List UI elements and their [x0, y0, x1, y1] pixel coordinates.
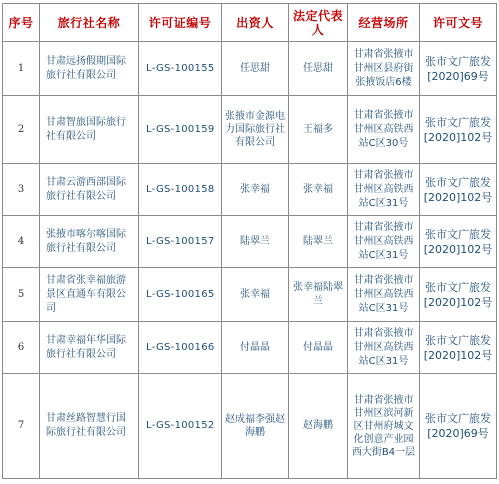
row-license-no: L-GS-100155 [139, 42, 222, 96]
row-address: 甘肃省张掖市甘州区高铁西站C区31号 [348, 322, 420, 374]
row-investor: 张幸福 [222, 268, 289, 322]
row-investor: 赵成福李强赵海鹏 [222, 374, 289, 479]
row-legal-rep: 王福多 [289, 96, 348, 164]
row-agency-name: 甘肃智旅国际旅行社有限公司 [40, 96, 139, 164]
row-license-no: L-GS-100166 [139, 322, 222, 374]
row-agency-name: 张掖市喀尔喀国际旅行社有限公司 [40, 216, 139, 268]
header-doc-no: 许可文号 [420, 4, 497, 42]
row-investor: 付晶晶 [222, 322, 289, 374]
row-seq: 5 [3, 268, 40, 322]
row-address: 甘肃省张掖市甘州区高铁西站C区31号 [348, 216, 420, 268]
row-investor: 张幸福 [222, 164, 289, 216]
row-seq: 6 [3, 322, 40, 374]
header-row [3, 4, 497, 42]
row-legal-rep: 张幸福陆翠兰 [289, 268, 348, 322]
row-agency-name: 甘肃幸福年华国际旅行社有限公司 [40, 322, 139, 374]
row-doc-no: 张市文广旅发[2020]102号 [420, 164, 497, 216]
row-address: 甘肃省张掖市甘州区高铁西站C区30号 [348, 96, 420, 164]
row-doc-no: 张市文广旅发[2020]102号 [420, 268, 497, 322]
row-license-no: L-GS-100165 [139, 268, 222, 322]
table-row [3, 42, 497, 96]
header-name: 旅行社名称 [40, 4, 139, 42]
row-seq: 3 [3, 164, 40, 216]
row-doc-no: 张市文广旅发[2020]102号 [420, 322, 497, 374]
table-row [3, 164, 497, 216]
row-license-no: L-GS-100152 [139, 374, 222, 479]
row-address: 甘肃省张掖市甘州区高铁西站C区31号 [348, 268, 420, 322]
row-doc-no: 张市文广旅发[2020]102号 [420, 96, 497, 164]
row-legal-rep: 任思甜 [289, 42, 348, 96]
travel-agency-license-table [2, 3, 497, 479]
row-legal-rep: 付晶晶 [289, 322, 348, 374]
row-agency-name: 甘肃省张幸福旅游景区直通车有限公司 [40, 268, 139, 322]
table-row [3, 374, 497, 479]
row-seq: 1 [3, 42, 40, 96]
license-table-container [2, 3, 497, 479]
row-doc-no: 张市文广旅发[2020]69号 [420, 42, 497, 96]
row-legal-rep: 张幸福 [289, 164, 348, 216]
row-seq: 7 [3, 374, 40, 479]
header-seq: 序号 [3, 4, 40, 42]
row-license-no: L-GS-100159 [139, 96, 222, 164]
header-legal-rep: 法定代表人 [289, 4, 348, 42]
row-doc-no: 张市文广旅发[2020]102号 [420, 216, 497, 268]
row-address: 甘肃省张掖市甘州区县府街张掖饭店6楼 [348, 42, 420, 96]
header-investor: 出资人 [222, 4, 289, 42]
row-address: 甘肃省张掖市甘州区高铁西站C区31号 [348, 164, 420, 216]
row-license-no: L-GS-100157 [139, 216, 222, 268]
row-agency-name: 甘肃丝路智慧行国际旅行社有限公司 [40, 374, 139, 479]
row-seq: 2 [3, 96, 40, 164]
header-license: 许可证编号 [139, 4, 222, 42]
row-agency-name: 甘肃远扬假期国际旅行社有限公司 [40, 42, 139, 96]
row-legal-rep: 赵海鹏 [289, 374, 348, 479]
row-address: 甘肃省张掖市甘州区滨河新区甘州府城文化创意产业园西大街B4一层 [348, 374, 420, 479]
row-license-no: L-GS-100158 [139, 164, 222, 216]
row-agency-name: 甘肃云游西部国际旅行社有限公司 [40, 164, 139, 216]
row-doc-no: 张市文广旅发[2020]69号 [420, 374, 497, 479]
table-row [3, 322, 497, 374]
table-row [3, 216, 497, 268]
row-investor: 任思甜 [222, 42, 289, 96]
row-legal-rep: 陆翠兰 [289, 216, 348, 268]
row-investor: 陆翠兰 [222, 216, 289, 268]
row-investor: 张掖市金源电力国际旅行社有限公司 [222, 96, 289, 164]
row-seq: 4 [3, 216, 40, 268]
table-row [3, 96, 497, 164]
table-row [3, 268, 497, 322]
header-address: 经营场所 [348, 4, 420, 42]
